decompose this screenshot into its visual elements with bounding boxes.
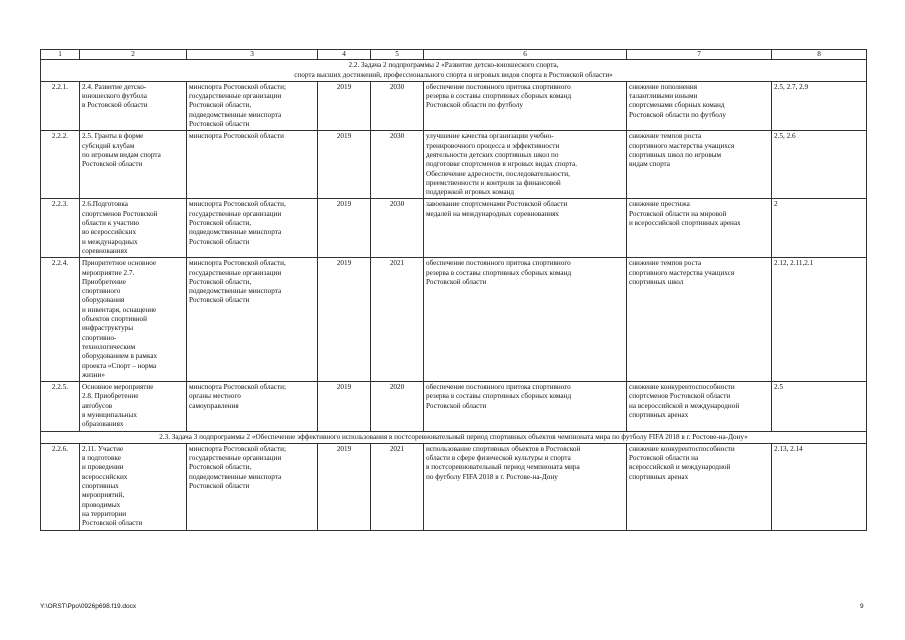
column-number: 1 bbox=[41, 50, 80, 60]
indicator-link: 2.12, 2.11,2.1 bbox=[772, 258, 867, 382]
column-number: 7 bbox=[627, 50, 772, 60]
table-row bbox=[41, 258, 867, 382]
indicator-link: 2.13, 2.14 bbox=[772, 443, 867, 530]
expected-result: обеспечение постоянного притока спортивного резерва в составы спортивных сборных команд Ростовской области по футболу bbox=[424, 81, 627, 130]
measure-name: Основное мероприятие 2.8. Приобретение автобусов в муниципальных образованиях bbox=[80, 382, 187, 431]
indicator-link: 2.5, 2.7, 2.9 bbox=[772, 81, 867, 130]
file-path-footer: Y:\ORST\Ppo\0926p698.f19.docx bbox=[40, 603, 137, 610]
executor: минспорта Ростовской области, государственные организации Ростовской области, подведомственные минспорта Ростовской области bbox=[187, 199, 318, 258]
row-number: 2.2.5. bbox=[41, 382, 80, 431]
measure-name: Приоритетное основное мероприятие 2.7. Приобретение спортивного оборудования и инвентаря, оснащение объектов спортивной инфраструктуры спортивно- технологическим оборудованием в рамках проекта «Спорт – норма жизни» bbox=[80, 258, 187, 382]
start-year: 2019 bbox=[318, 81, 371, 130]
executor: минспорта Ростовской области; государственные организации Ростовской области, подведомственные минспорта Ростовской области bbox=[187, 443, 318, 530]
non-implementation-consequence: снижение пополнения талантливыми юными спортсменами сборных команд Ростовской области по футболу bbox=[627, 81, 772, 130]
row-number: 2.2.6. bbox=[41, 443, 80, 530]
table-row bbox=[41, 131, 867, 199]
row-number: 2.2.1. bbox=[41, 81, 80, 130]
expected-result: обеспечение постоянного притока спортивного резерва в составы спортивных сборных команд Ростовской области bbox=[424, 382, 627, 431]
column-number: 8 bbox=[772, 50, 867, 60]
start-year: 2019 bbox=[318, 258, 371, 382]
measure-name: 2.5. Гранты в форме субсидий клубам по игровым видам спорта Ростовской области bbox=[80, 131, 187, 199]
non-implementation-consequence: снижение темпов роста спортивного мастерства учащихся спортивных школ по игровым видам спорта bbox=[627, 131, 772, 199]
column-number: 3 bbox=[187, 50, 318, 60]
expected-result: завоевание спортсменами Ростовской области медалей на международных соревнованиях bbox=[424, 199, 627, 258]
document-page bbox=[40, 49, 866, 531]
expected-result: использование спортивных объектов в Ростовской области в сфере физической культуры и спорта в постсоревновательный период чемпионата мира по футболу FIFA 2018 в г. Ростове-на-Дону bbox=[424, 443, 627, 530]
end-year: 2021 bbox=[371, 443, 424, 530]
column-number: 5 bbox=[371, 50, 424, 60]
executor: минспорта Ростовской области; органы местного самоуправления bbox=[187, 382, 318, 431]
table-row bbox=[41, 81, 867, 130]
indicator-link: 2.5 bbox=[772, 382, 867, 431]
expected-result: обеспечение постоянного притока спортивного резерва в составы спортивных сборных команд Ростовской области bbox=[424, 258, 627, 382]
start-year: 2019 bbox=[318, 199, 371, 258]
indicator-link: 2 bbox=[772, 199, 867, 258]
end-year: 2021 bbox=[371, 258, 424, 382]
column-number: 2 bbox=[80, 50, 187, 60]
start-year: 2019 bbox=[318, 443, 371, 530]
row-number: 2.2.3. bbox=[41, 199, 80, 258]
column-number: 6 bbox=[424, 50, 627, 60]
start-year: 2019 bbox=[318, 131, 371, 199]
expected-result: улучшение качества организации учебно- тренировочного процесса и эффективности деятельности детских спортивных школ по подготовке спортсменов в игровых видах спорта. Обеспечение адресности, последовательности, преемственности и контроля за финансовой поддержкой игровых команд bbox=[424, 131, 627, 199]
non-implementation-consequence: снижение конкурентоспособности спортсменов Ростовской области на всероссийской и международной спортивных аренах bbox=[627, 382, 772, 431]
page-number: 9 bbox=[860, 603, 864, 610]
end-year: 2030 bbox=[371, 131, 424, 199]
row-number: 2.2.4. bbox=[41, 258, 80, 382]
measure-name: 2.11. Участие в подготовке и проведении всероссийских спортивных мероприятий, проводимых на территории Ростовской области bbox=[80, 443, 187, 530]
measure-name: 2.4. Развитие детско- юношеского футбола в Ростовской области bbox=[80, 81, 187, 130]
section-heading: 2.2. Задача 2 подпрограммы 2 «Развитие детско-юношеского спорта, спорта высших достижений, профессионального спорта и игровых видов спорта в Ростовской области» bbox=[41, 60, 867, 82]
end-year: 2030 bbox=[371, 199, 424, 258]
row-number: 2.2.2. bbox=[41, 131, 80, 199]
indicator-link: 2.5, 2.6 bbox=[772, 131, 867, 199]
executor: минспорта Ростовской области bbox=[187, 131, 318, 199]
table-row bbox=[41, 382, 867, 431]
non-implementation-consequence: снижение конкурентоспособности Ростовской области на всероссийской и международной спортивных аренах bbox=[627, 443, 772, 530]
table-row bbox=[41, 199, 867, 258]
end-year: 2030 bbox=[371, 81, 424, 130]
non-implementation-consequence: снижение темпов роста спортивного мастерства учащихся спортивных школ bbox=[627, 258, 772, 382]
executor: минспорта Ростовской области; государственные организации Ростовской области, подведомственные минспорта Ростовской области bbox=[187, 81, 318, 130]
executor: минспорта Ростовской области, государственные организации Ростовской области, подведомственные минспорта Ростовской области bbox=[187, 258, 318, 382]
section-heading-row bbox=[41, 431, 867, 443]
column-number-row bbox=[41, 50, 867, 60]
start-year: 2019 bbox=[318, 382, 371, 431]
end-year: 2020 bbox=[371, 382, 424, 431]
measures-table bbox=[40, 49, 867, 531]
non-implementation-consequence: снижение престижа Ростовской области на мировой и всероссийской спортивных аренах bbox=[627, 199, 772, 258]
section-heading: 2.3. Задача 3 подпрограммы 2 «Обеспечение эффективного использования в постсоревновательный период спортивных объектов чемпионата мира по футболу FIFA 2018 в г. Ростове-на-Дону» bbox=[41, 431, 867, 443]
table-row bbox=[41, 443, 867, 530]
measure-name: 2.6.Подготовка спортсменов Ростовской области к участию во всероссийских и международных соревнованиях bbox=[80, 199, 187, 258]
column-number: 4 bbox=[318, 50, 371, 60]
section-heading-row bbox=[41, 60, 867, 82]
